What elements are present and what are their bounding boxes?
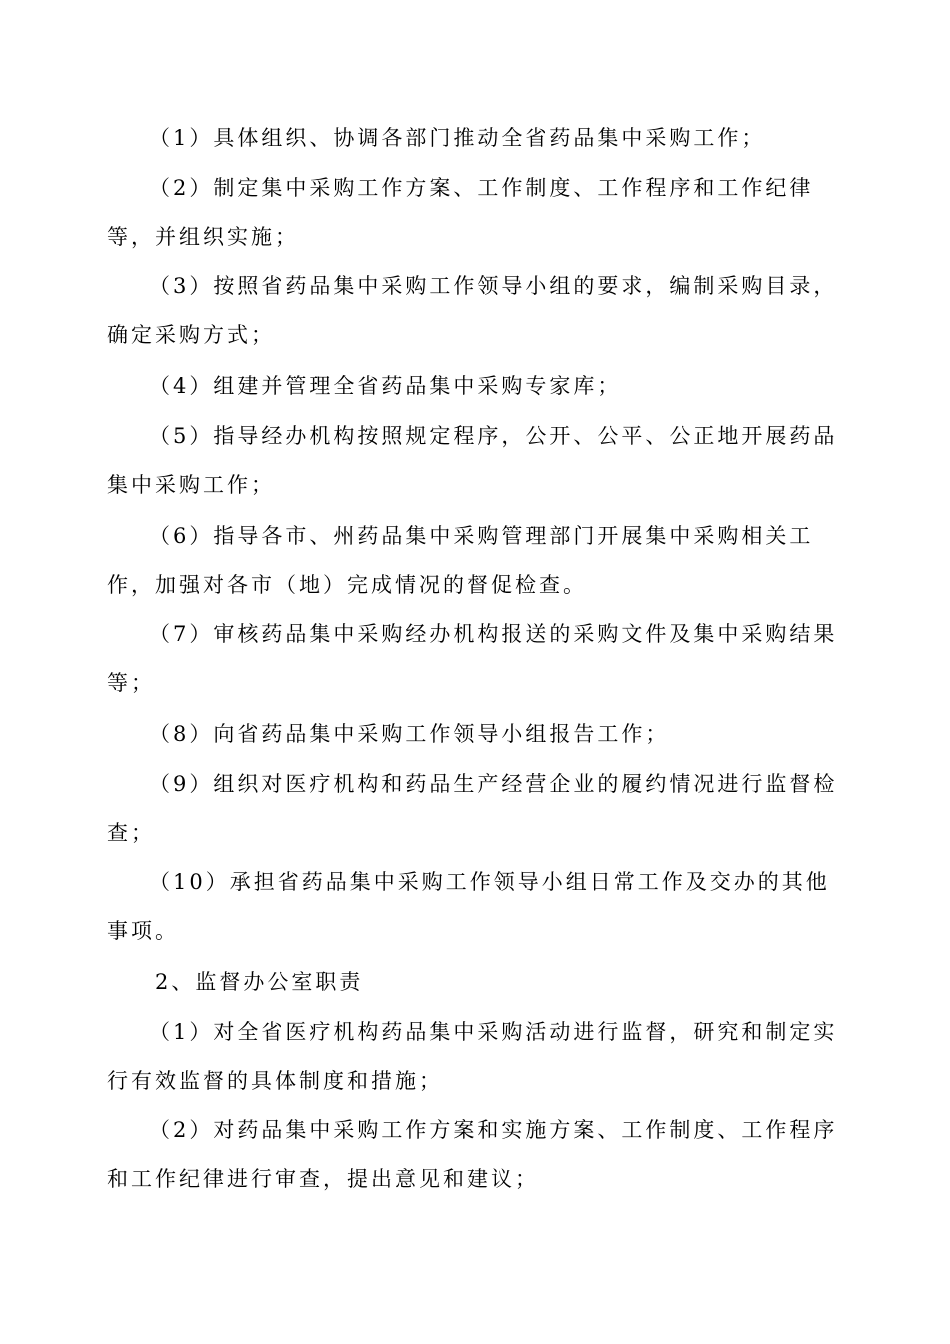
paragraph-item-10: （10）承担省药品集中采购工作领导小组日常工作及交办的其他事项。 xyxy=(107,870,830,943)
paragraph-item-1: （1）具体组织、协调各部门推动全省药品集中采购工作； xyxy=(149,126,766,150)
paragraph-item-5: （5）指导经办机构按照规定程序，公开、公平、公正地开展药品集中采购工作； xyxy=(107,424,838,497)
section-paragraph-2: （2）对药品集中采购工作方案和实施方案、工作制度、工作程序和工作纪律进行审查，提出意见和建议； xyxy=(107,1118,838,1191)
paragraph-item-3: （3）按照省药品集中采购工作领导小组的要求，编制采购目录，确定采购方式； xyxy=(107,274,838,347)
paragraph-item-8: （8）向省药品集中采购工作领导小组报告工作； xyxy=(149,722,670,746)
paragraph-item-6: （6）指导各市、州药品集中采购管理部门开展集中采购相关工作，加强对各市（地）完成情况的督促检查。 xyxy=(107,524,814,597)
section-paragraph-1: （1）对全省医疗机构药品集中采购活动进行监督，研究和制定实行有效监督的具体制度和措施； xyxy=(107,1020,838,1093)
paragraph-item-7: （7）审核药品集中采购经办机构报送的采购文件及集中采购结果等； xyxy=(107,622,838,695)
paragraph-item-9: （9）组织对医疗机构和药品生产经营企业的履约情况进行监督检查； xyxy=(107,772,838,845)
paragraph-item-4: （4）组建并管理全省药品集中采购专家库； xyxy=(149,374,622,398)
paragraph-item-2: （2）制定集中采购工作方案、工作制度、工作程序和工作纪律等，并组织实施； xyxy=(107,176,814,249)
section-heading: 2、监督办公室职责 xyxy=(155,970,364,994)
